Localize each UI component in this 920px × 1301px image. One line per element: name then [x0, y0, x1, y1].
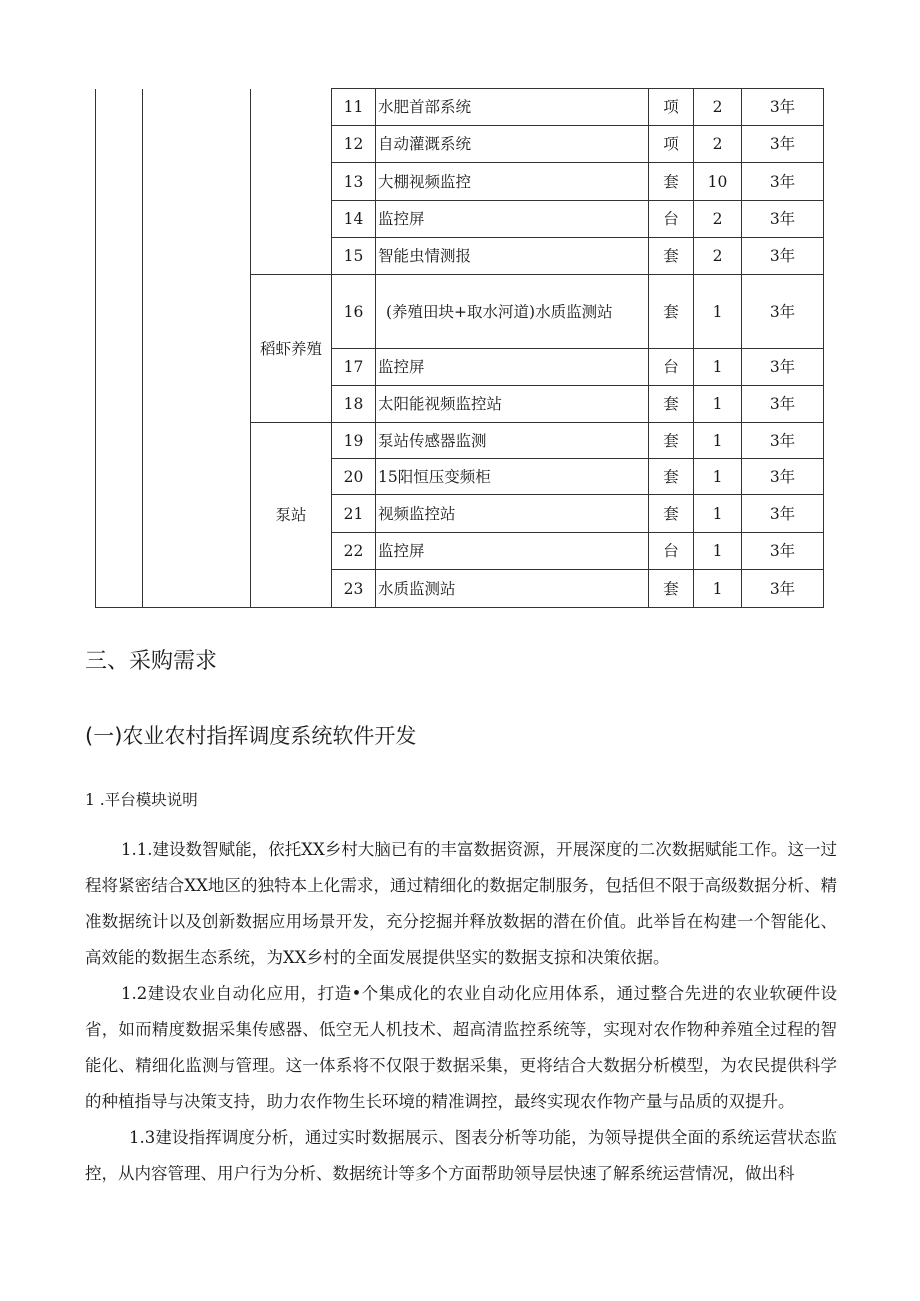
item-quantity: 2 — [694, 89, 742, 126]
item-quantity: 2 — [694, 238, 742, 275]
item-term: 3年 — [742, 238, 824, 275]
item-name: 自动灌溉系统 — [376, 126, 649, 163]
row-number: 23 — [332, 570, 376, 608]
item-quantity: 2 — [694, 201, 742, 238]
item-unit: 套 — [649, 163, 694, 201]
item-term: 3年 — [742, 459, 824, 495]
subsection-title: (一)农业农村指挥调度系统软件开发 — [85, 724, 417, 748]
item-quantity: 1 — [694, 459, 742, 495]
item-quantity: 1 — [694, 275, 742, 349]
item-unit: 项 — [649, 89, 694, 126]
item-term: 3年 — [742, 533, 824, 570]
item-name: 智能虫情测报 — [376, 238, 649, 275]
category-shrimp-farming: 稻虾养殖 — [251, 275, 332, 423]
item-term: 3年 — [742, 570, 824, 608]
item-name: 水质监测站 — [376, 570, 649, 608]
item-term: 3年 — [742, 89, 824, 126]
item-unit: 套 — [649, 238, 694, 275]
item-name: 视频监控站 — [376, 495, 649, 533]
item-unit: 套 — [649, 386, 694, 423]
blank-col-2 — [143, 89, 251, 608]
item-unit: 套 — [649, 495, 694, 533]
item-name: 15阳恒压变频柜 — [376, 459, 649, 495]
row-number: 21 — [332, 495, 376, 533]
item-name: 监控屏 — [376, 201, 649, 238]
item-term: 3年 — [742, 386, 824, 423]
item-unit: 台 — [649, 349, 694, 386]
section-title: 三、采购需求 — [85, 649, 218, 674]
row-number: 18 — [332, 386, 376, 423]
item-quantity: 1 — [694, 533, 742, 570]
item-quantity: 2 — [694, 126, 742, 163]
module-title: 1 .平台模块说明 — [85, 791, 198, 809]
table-row — [96, 89, 824, 126]
blank-col-1 — [96, 89, 143, 608]
item-unit: 套 — [649, 423, 694, 459]
item-name: 水肥首部系统 — [376, 89, 649, 126]
paragraph-1-3: 1.3建设指挥调度分析，通过实时数据展示、图表分析等功能，为领导提供全面的系统运营状态监控，从内容管理、用户行为分析、数据统计等多个方面帮助领导层快速了解系统运营情况，做出科 — [85, 1128, 837, 1183]
row-number: 15 — [332, 238, 376, 275]
item-unit: 套 — [649, 459, 694, 495]
row-number: 22 — [332, 533, 376, 570]
item-term: 3年 — [742, 275, 824, 349]
item-name: 泵站传感器监测 — [376, 423, 649, 459]
item-quantity: 1 — [694, 386, 742, 423]
row-number: 20 — [332, 459, 376, 495]
item-unit: 台 — [649, 201, 694, 238]
row-number: 19 — [332, 423, 376, 459]
item-term: 3年 — [742, 201, 824, 238]
item-name: 监控屏 — [376, 349, 649, 386]
item-term: 3年 — [742, 349, 824, 386]
row-number: 14 — [332, 201, 376, 238]
item-term: 3年 — [742, 495, 824, 533]
category-blank — [251, 89, 332, 275]
paragraph-1-1: 1.1.建设数智赋能，依托XX乡村大脑已有的丰富数据资源，开展深度的二次数据赋能工作。这一过程将紧密结合XX地区的独特本上化需求，通过精细化的数据定制服务，包括但不限于高级数据分析、精准数据统计以及创新数据应用场景开发，充分挖掘并释放数据的潜在价值。此举旨在构建一个智能化、高效能的数据生态系统，为XX乡村的全面发展提供坚实的数据支掠和决策依据。 — [85, 840, 837, 967]
item-term: 3年 — [742, 423, 824, 459]
item-term: 3年 — [742, 126, 824, 163]
item-name: (养殖田块+取水河道)水质监测站 — [376, 275, 649, 349]
row-number: 12 — [332, 126, 376, 163]
item-name: 太阳能视频监控站 — [376, 386, 649, 423]
item-quantity: 1 — [694, 570, 742, 608]
category-pump-station: 泵站 — [251, 423, 332, 608]
item-unit: 套 — [649, 570, 694, 608]
row-number: 13 — [332, 163, 376, 201]
item-quantity: 10 — [694, 163, 742, 201]
item-name: 大棚视频监控 — [376, 163, 649, 201]
item-unit: 项 — [649, 126, 694, 163]
item-term: 3年 — [742, 163, 824, 201]
row-number: 17 — [332, 349, 376, 386]
item-quantity: 1 — [694, 495, 742, 533]
equipment-table — [95, 88, 824, 608]
item-unit: 套 — [649, 275, 694, 349]
row-number: 16 — [332, 275, 376, 349]
item-unit: 台 — [649, 533, 694, 570]
item-quantity: 1 — [694, 349, 742, 386]
item-name: 监控屏 — [376, 533, 649, 570]
row-number: 11 — [332, 89, 376, 126]
item-quantity: 1 — [694, 423, 742, 459]
paragraph-1-2: 1.2建设农业自动化应用，打造•个集成化的农业自动化应用体系，通过整合先进的农业软硬件设省，如而精度数据采集传感器、低空无人机技术、超高清监控系统等，实现对农作物种养殖全过程的智能化、精细化监测与管理。这一体系将不仅限于数据采集，更将结合大数据分析模型，为农民提供科学的种植指导与决策支持，助力农作物生长环境的精准调控，最终实现农作物产量与品质的双提升。 — [85, 984, 837, 1111]
